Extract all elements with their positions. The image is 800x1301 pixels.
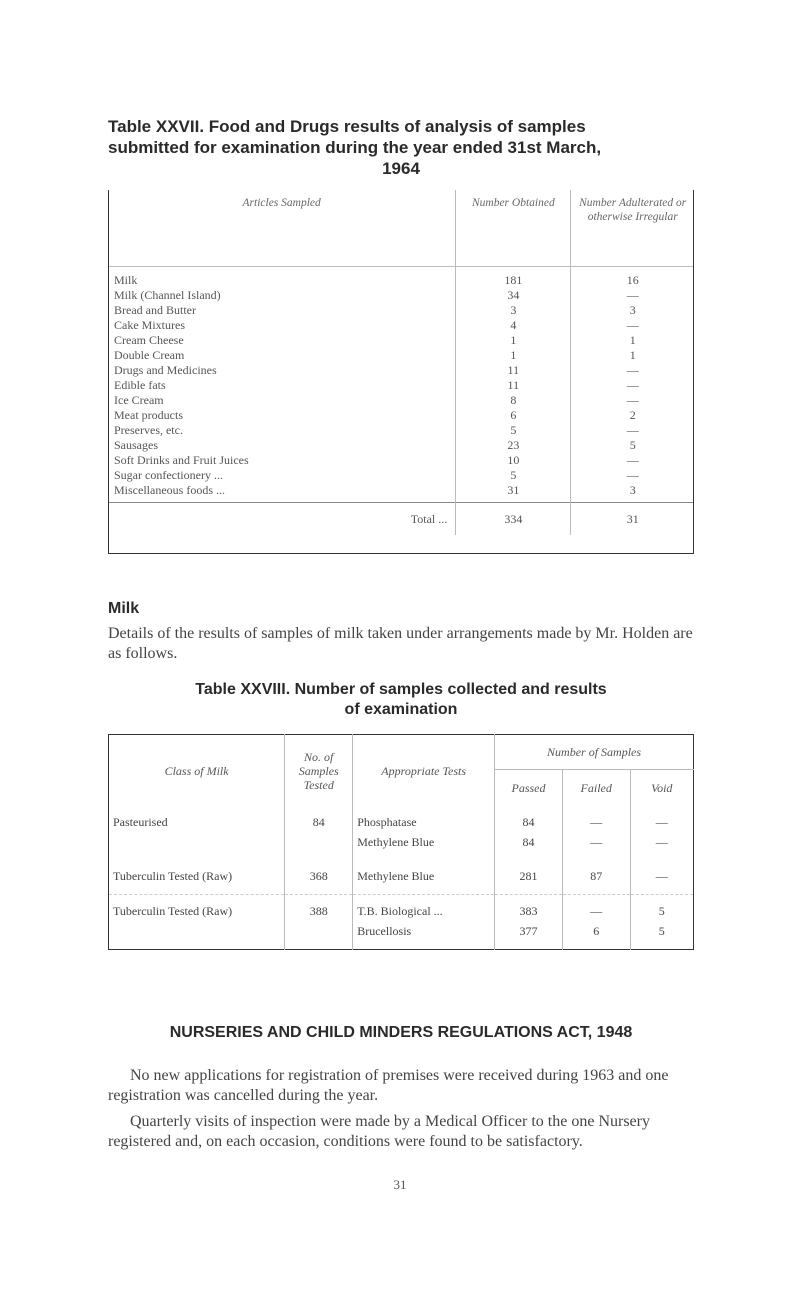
nurseries-paragraph-2-text: Quarterly visits of inspection were made by a Medical Officer to the one Nursery registered and, on each occasion, conditions were found to be satisfactory. [108, 1113, 650, 1150]
header-obtained: Number Obtained [456, 190, 571, 267]
table27-row [108, 393, 694, 408]
table28-tested: 388 [285, 895, 353, 950]
table27-cell-article: Soft Drinks and Fruit Juices [114, 453, 249, 467]
header-samples-tested: No. of Samples Tested [285, 735, 353, 807]
table27-total-obtained: 334 [456, 503, 571, 536]
header-void: Void [630, 770, 693, 807]
table27-title-line2: submitted for examination during the year ended 31st March, [108, 138, 602, 157]
milk-paragraph: Details of the results of samples of milk taken under arrangements made by Mr. Holden are as follows. [108, 625, 693, 662]
nurseries-paragraph-1-text: No new applications for registration of premises were received during 1963 and one registration was cancelled during the year. [108, 1067, 669, 1104]
table27-cell-obtained: 23 [456, 438, 571, 453]
milk-samples-table [108, 734, 694, 950]
table27-cell-article: Preserves, etc. [114, 423, 183, 437]
table28-passed: 84 [495, 806, 563, 834]
table27-cell-obtained: 10 [456, 453, 571, 468]
table27-title-line3: 1964 [382, 159, 420, 178]
table27-cell-adulterated: 5 [571, 438, 694, 453]
table27-cell-obtained: 1 [456, 348, 571, 363]
table28-row [109, 806, 694, 834]
table27-cell-adulterated: — [571, 468, 694, 483]
nurseries-paragraph-1 [108, 1066, 698, 1106]
table27-row [108, 453, 694, 468]
table28-void: 5 [630, 895, 693, 924]
table27-cell-adulterated: 3 [571, 483, 694, 503]
table27-cell-article: Edible fats [114, 378, 166, 392]
table28-class: Tuberculin Tested (Raw) [113, 869, 233, 883]
table27-row [108, 438, 694, 453]
table27-row [108, 378, 694, 393]
table27-title-line1: Table XXVII. Food and Drugs results of analysis of samples [108, 117, 586, 136]
table28-passed: 281 [495, 860, 563, 895]
table28-void: — [630, 860, 693, 895]
table27-row [108, 333, 694, 348]
table27-row [108, 348, 694, 363]
food-drugs-table [108, 190, 694, 535]
table28-class: Pasteurised [113, 815, 168, 829]
table27-cell-article: Sugar confectionery ... [114, 468, 223, 482]
table27-cell-obtained: 11 [456, 378, 571, 393]
table27-cell-adulterated: 16 [571, 267, 694, 289]
table28-failed: — [562, 806, 630, 834]
table28-test: Brucellosis [353, 923, 495, 950]
table27-cell-obtained: 5 [456, 423, 571, 438]
table28-test: Phosphatase [353, 806, 495, 834]
table27-cell-adulterated: — [571, 378, 694, 393]
table27-total-adulterated: 31 [571, 503, 694, 536]
table27-total-row [108, 503, 694, 536]
milk-heading: Milk [108, 600, 140, 617]
table27-total-label: Total ... [108, 503, 456, 536]
table27-cell-obtained: 4 [456, 318, 571, 333]
table28-title-line2: of examination [344, 701, 458, 718]
table28-failed: 6 [562, 923, 630, 950]
table28-void: — [630, 834, 693, 860]
header-number-of-samples: Number of Samples [495, 735, 694, 770]
header-class-of-milk: Class of Milk [164, 763, 229, 778]
table27-cell-adulterated: — [571, 453, 694, 468]
nurseries-paragraph-2 [108, 1112, 698, 1152]
table27-cell-article: Double Cream [114, 348, 185, 362]
table27-row [108, 303, 694, 318]
header-failed: Failed [562, 770, 630, 807]
table28-passed: 377 [495, 923, 563, 950]
table28-passed: 383 [495, 895, 563, 924]
header-passed: Passed [495, 770, 563, 807]
table27-row [108, 288, 694, 303]
table27-cell-adulterated: 1 [571, 348, 694, 363]
table27-cell-article: Cream Cheese [114, 333, 184, 347]
header-appropriate-tests: Appropriate Tests [353, 735, 495, 807]
table28-row [109, 895, 694, 924]
table28-test: T.B. Biological ... [353, 895, 495, 924]
table27-cell-article: Ice Cream [114, 393, 164, 407]
table27-cell-obtained: 3 [456, 303, 571, 318]
table27-row [108, 408, 694, 423]
table28-row [109, 860, 694, 895]
table27-cell-obtained: 181 [456, 267, 571, 289]
table27-cell-article: Milk (Channel Island) [114, 288, 221, 302]
table28-failed: 87 [562, 860, 630, 895]
table27-cell-adulterated: — [571, 423, 694, 438]
table28-passed: 84 [495, 834, 563, 860]
table27-cell-article: Meat products [114, 408, 183, 422]
nurseries-heading: NURSERIES AND CHILD MINDERS REGULATIONS ACT, 1948 [169, 1024, 633, 1041]
table27-cell-obtained: 5 [456, 468, 571, 483]
table27-row [108, 423, 694, 438]
table28-test: Methylene Blue [353, 860, 495, 895]
table27-title [108, 116, 694, 179]
table27-cell-adulterated: — [571, 288, 694, 303]
table27-cell-adulterated: — [571, 363, 694, 378]
table27-cell-article: Cake Mixtures [114, 318, 185, 332]
table27-cell-obtained: 6 [456, 408, 571, 423]
table27-cell-article: Milk [114, 273, 138, 287]
table28-tested: 368 [285, 860, 353, 895]
table28-void: — [630, 806, 693, 834]
table27-row [108, 483, 694, 503]
table27-cell-article: Drugs and Medicines [114, 363, 217, 377]
header-adulterated: Number Adulterated or otherwise Irregular [571, 190, 694, 267]
table28-title-line1: Table XXVIII. Number of samples collected and results [195, 681, 607, 698]
table27-row [108, 363, 694, 378]
table27-cell-obtained: 1 [456, 333, 571, 348]
table28-test: Methylene Blue [353, 834, 495, 860]
table27-cell-obtained: 11 [456, 363, 571, 378]
table27-cell-obtained: 34 [456, 288, 571, 303]
table28-title [108, 680, 694, 720]
table27-cell-obtained: 31 [456, 483, 571, 503]
table27-row [108, 267, 694, 289]
page-number: 31 [393, 1177, 407, 1192]
table27-cell-adulterated: 2 [571, 408, 694, 423]
table28-failed: — [562, 834, 630, 860]
table27-cell-adulterated: 1 [571, 333, 694, 348]
table27-cell-article: Miscellaneous foods ... [114, 483, 225, 497]
table28-void: 5 [630, 923, 693, 950]
table27-cell-adulterated: — [571, 393, 694, 408]
header-articles: Articles Sampled [108, 190, 456, 267]
table27-cell-obtained: 8 [456, 393, 571, 408]
table27-cell-article: Bread and Butter [114, 303, 196, 317]
table27-cell-article: Sausages [114, 438, 158, 452]
table28-tested: 84 [285, 806, 353, 860]
table28-failed: — [562, 895, 630, 924]
table27-row [108, 468, 694, 483]
table27-cell-adulterated: — [571, 318, 694, 333]
table27-cell-adulterated: 3 [571, 303, 694, 318]
table28-class: Tuberculin Tested (Raw) [109, 895, 285, 950]
table27-row [108, 318, 694, 333]
